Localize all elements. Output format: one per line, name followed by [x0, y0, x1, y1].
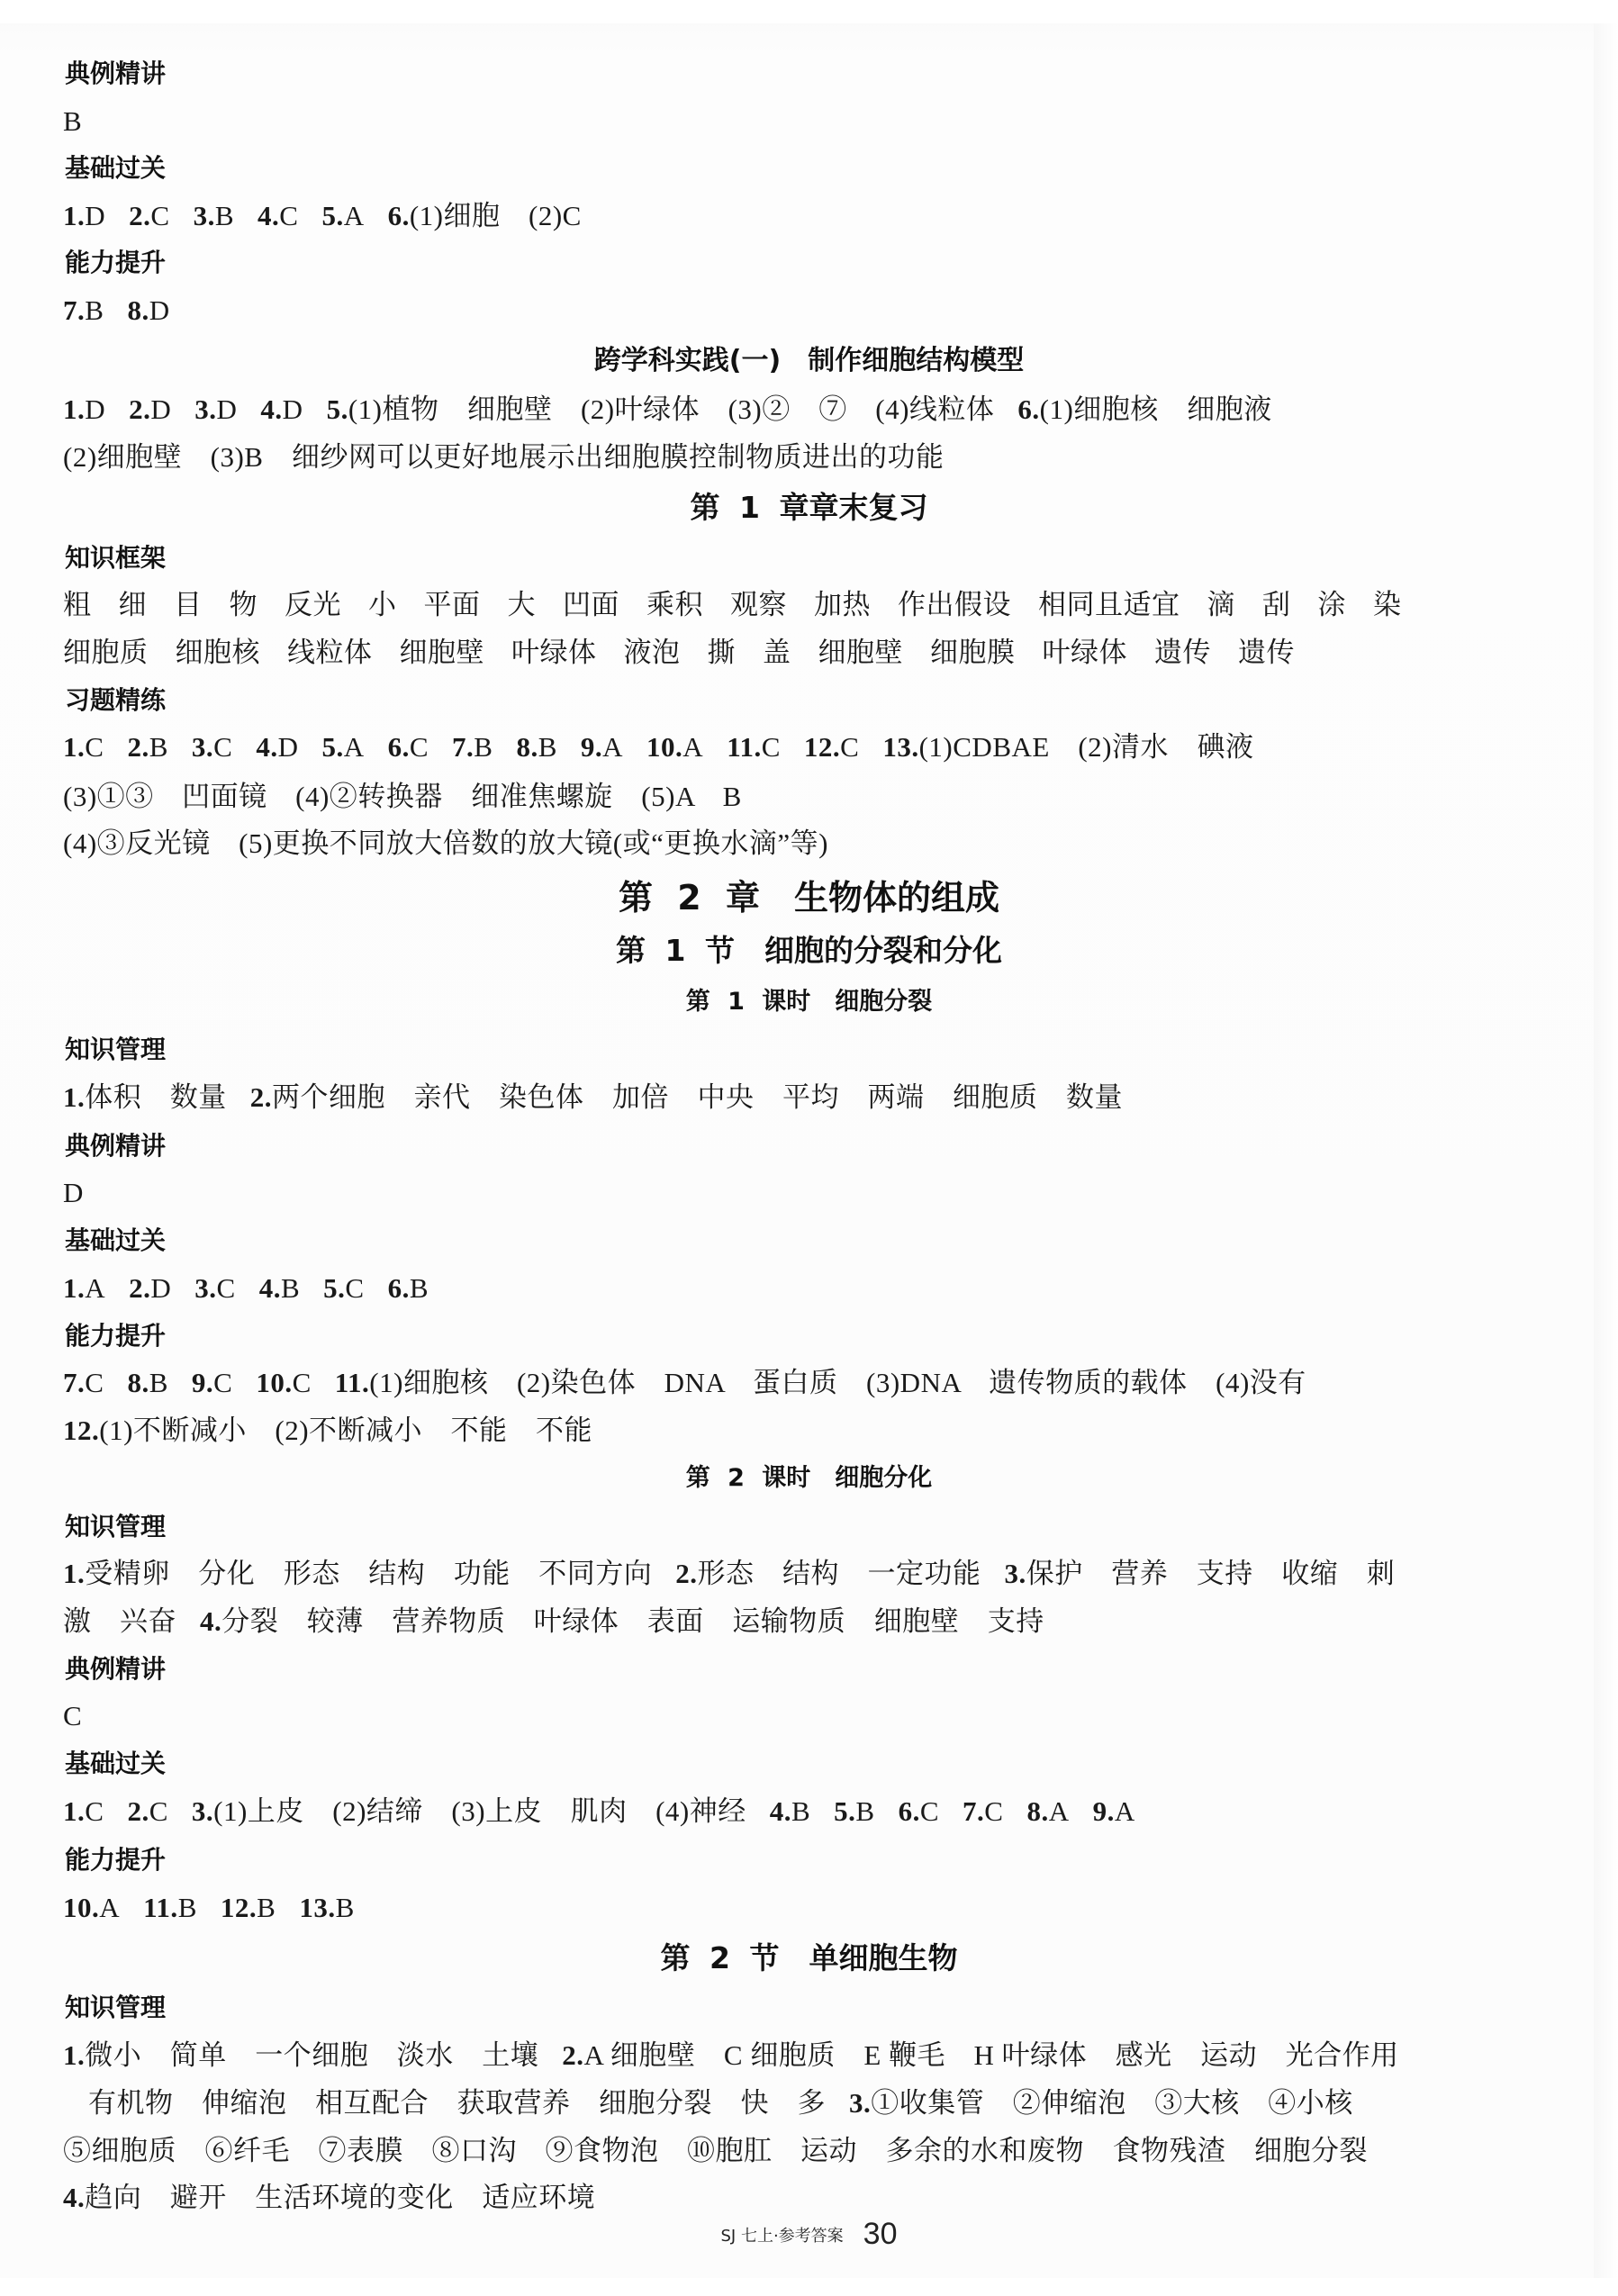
answer-item [834, 1794, 874, 1830]
answer-item [388, 1270, 429, 1306]
section-label-example: 典例精讲 [65, 1654, 167, 1684]
answer-text: B [149, 1367, 168, 1398]
answer-text: A 细胞壁 C 细胞质 E 鞭毛 H 叶绿体 感光 运动 光合作用 [583, 2039, 1399, 2071]
answer-line [63, 2180, 595, 2216]
answer-line [63, 1556, 1395, 1592]
answer-line [63, 2038, 1399, 2074]
answer-item [899, 1794, 939, 1830]
question-number: 6. [387, 731, 410, 763]
question-number: 5. [321, 200, 344, 231]
answer-text: D [150, 393, 172, 425]
framework-term: 观察 [730, 589, 787, 620]
answer-text: B [257, 1892, 276, 1923]
example-answer: B [63, 105, 83, 137]
question-number: 8. [127, 1367, 149, 1398]
question-number: 5. [323, 1272, 346, 1304]
answer-item [963, 1794, 1003, 1830]
answer-text: A [99, 1892, 121, 1923]
question-number: 2. [562, 2039, 584, 2071]
answer-line [63, 1365, 1306, 1401]
framework-term: 滴 [1207, 589, 1235, 620]
answer-item [63, 2038, 538, 2074]
question-number: 9. [191, 1367, 214, 1398]
answer-line-inline [849, 2087, 1353, 2119]
answer-item [194, 198, 234, 234]
answer-item [194, 1270, 235, 1306]
answer-text: (1)细胞 (2)C [409, 200, 582, 231]
question-number: 7. [63, 1367, 86, 1398]
question-number: 8. [1026, 1795, 1049, 1827]
question-number: 9. [580, 731, 603, 763]
question-number: 10. [256, 1367, 293, 1398]
question-number: 12. [220, 1892, 258, 1923]
answer-item [388, 198, 582, 234]
section-label-basic: 基础过关 [65, 1749, 167, 1778]
answer-text: 受精卵 分化 形态 结构 功能 不同方向 [85, 1558, 653, 1589]
question-number: 4. [260, 393, 283, 425]
question-number: 1. [63, 731, 86, 763]
answer-line [63, 1413, 592, 1449]
question-number: 3. [1004, 1558, 1026, 1589]
question-number: 3. [849, 2087, 872, 2119]
framework-term: 细胞核 [175, 637, 260, 668]
answer-text: A [85, 1272, 106, 1304]
answer-line [63, 198, 582, 234]
answer-item [516, 729, 556, 765]
answer-item [646, 729, 703, 765]
question-number: 5. [326, 393, 348, 425]
answer-text: D [150, 1272, 172, 1304]
question-number: 3. [194, 1272, 217, 1304]
answer-item [127, 1794, 167, 1830]
answer-item [127, 1365, 167, 1401]
answer-text: A [343, 731, 365, 763]
answer-item [63, 1365, 104, 1401]
answer-text: (1)细胞核 (2)染色体 DNA 蛋白质 (3)DNA 遗传物质的载体 (4)没有 [369, 1367, 1306, 1398]
answer-item [256, 1365, 311, 1401]
answer-text: C [149, 1795, 168, 1827]
question-number: 6. [898, 1795, 920, 1827]
answer-item [192, 1365, 232, 1401]
question-number: 4. [256, 731, 278, 763]
answer-item [1093, 1794, 1135, 1830]
answer-text: 激 兴奋 [63, 1605, 176, 1637]
answer-line [63, 1080, 1123, 1116]
answer-item [299, 1890, 354, 1926]
answer-item [452, 729, 493, 765]
question-number: 5. [321, 731, 344, 763]
answer-item [127, 293, 169, 329]
question-number: 1. [63, 1795, 86, 1827]
question-number: 10. [646, 731, 683, 763]
answer-item [63, 1556, 652, 1592]
framework-term: 加热 [814, 589, 871, 620]
question-number: 3. [193, 200, 215, 231]
framework-term: 大 [507, 589, 536, 620]
answer-line-inline [200, 1605, 1044, 1637]
question-number: 6. [387, 200, 410, 231]
answer-text: C [292, 1367, 312, 1398]
framework-term: 细胞壁 [818, 637, 903, 668]
question-number: 6. [1017, 393, 1040, 425]
answer-text: C [279, 200, 299, 231]
question-number: 7. [63, 294, 86, 326]
question-number: 2. [129, 393, 151, 425]
framework-term: 小 [368, 589, 397, 620]
question-number: 2. [675, 1558, 698, 1589]
answer-item [388, 729, 429, 765]
answer-text: C [984, 1795, 1004, 1827]
question-number: 2. [249, 1081, 272, 1113]
section-label-ability: 能力提升 [65, 248, 167, 277]
framework-term: 线粒体 [287, 637, 373, 668]
answer-text: C [213, 731, 233, 763]
question-number: 2. [127, 731, 149, 763]
question-number: 1. [63, 1272, 86, 1304]
answer-text: B [280, 1272, 301, 1304]
answer-item [250, 1080, 1123, 1116]
section-title: 第 2 节 单细胞生物 [660, 1940, 958, 1975]
answer-text: A [1048, 1795, 1070, 1827]
framework-term: 细胞质 [63, 637, 149, 668]
framework-term: 反光 [285, 589, 341, 620]
framework-term: 染 [1373, 589, 1402, 620]
answer-item [63, 392, 105, 428]
answer-text: D [149, 294, 170, 326]
answer-item [129, 198, 169, 234]
answer-item [882, 729, 1253, 765]
framework-term: 刮 [1262, 589, 1291, 620]
question-number: 1. [63, 2039, 86, 2071]
answer-item [200, 1604, 1044, 1640]
answer-text: B [85, 294, 104, 326]
question-number: 3. [191, 731, 214, 763]
answer-text: D [216, 393, 238, 425]
answer-text: B [791, 1795, 811, 1827]
framework-term: 细胞壁 [399, 637, 484, 668]
section-label-ability: 能力提升 [65, 1321, 167, 1351]
answer-text: C [216, 1272, 236, 1304]
answer-line: (4)③反光镜 (5)更换不同放大倍数的放大镜(或“更换水滴”等) [63, 827, 828, 859]
answer-text: D [277, 731, 299, 763]
section-label-knowledge: 知识管理 [65, 1035, 167, 1064]
answer-text: 体积 数量 [85, 1081, 227, 1113]
answer-line [63, 1270, 429, 1306]
answer-item [63, 1794, 104, 1830]
framework-term: 遗传 [1154, 637, 1211, 668]
answer-line: (2)细胞壁 (3)B 细纱网可以更好地展示出细胞膜控制物质进出的功能 [63, 441, 945, 473]
question-number: 13. [299, 1892, 336, 1923]
answer-item [321, 729, 364, 765]
question-number: 8. [516, 731, 538, 763]
answer-text: (1)不断减小 (2)不断减小 不能 不能 [99, 1415, 593, 1446]
answer-text: 保护 营养 支持 收缩 刺 [1026, 1558, 1396, 1589]
answer-item [63, 1080, 227, 1116]
answer-line [63, 729, 1253, 765]
question-number: 8. [127, 294, 149, 326]
answer-item [727, 729, 781, 765]
answer-text: B [177, 1892, 197, 1923]
answer-text: B [474, 731, 493, 763]
section-label-basic: 基础过关 [65, 153, 167, 183]
scan-bottom-margin [0, 2278, 1618, 2296]
answer-item [194, 392, 237, 428]
answer-item [770, 1794, 810, 1830]
page-number: 30 [863, 2217, 898, 2251]
answer-item [259, 1270, 300, 1306]
answer-text: D [85, 393, 106, 425]
answer-item [221, 1890, 276, 1926]
answer-item [192, 729, 232, 765]
answer-item [63, 2180, 595, 2216]
section-label-basic: 基础过关 [65, 1225, 167, 1255]
section-label-ability: 能力提升 [65, 1845, 167, 1875]
answer-item [127, 729, 167, 765]
question-number: 2. [129, 200, 151, 231]
answer-text: (1)细胞核 细胞液 [1039, 393, 1272, 425]
framework-term: 目 [174, 589, 203, 620]
answer-item [581, 729, 623, 765]
framework-term: 撕 [707, 637, 736, 668]
question-number: 6. [387, 1272, 410, 1304]
section-label-knowledge: 知识管理 [65, 1993, 167, 2022]
answer-item [63, 1890, 120, 1926]
lesson-title: 第 2 课时 细胞分化 [685, 1464, 933, 1492]
section-label-example: 典例精讲 [65, 59, 167, 88]
answer-item [327, 392, 995, 428]
answer-item [321, 198, 364, 234]
question-number: 11. [143, 1892, 178, 1923]
answer-text: C [840, 731, 860, 763]
chapter-title: 第 2 章 生物体的组成 [619, 878, 999, 917]
answer-line [88, 2085, 1353, 2121]
section-label-exercise: 习题精练 [65, 685, 167, 715]
framework-term: 液泡 [623, 637, 681, 668]
question-number: 1. [63, 200, 86, 231]
lesson-title: 第 1 课时 细胞分裂 [685, 988, 933, 1016]
answer-item [562, 2038, 1398, 2074]
section-label-knowledge: 知识管理 [65, 1512, 167, 1541]
answer-text: C [345, 1272, 365, 1304]
answer-item [1026, 1794, 1069, 1830]
answer-text: 有机物 伸缩泡 相互配合 获取营养 细胞分裂 快 多 [88, 2087, 826, 2119]
practice-title: 跨学科实践(一) 制作细胞结构模型 [593, 345, 1025, 376]
answer-line: ⑤细胞质 ⑥纤毛 ⑦表膜 ⑧口沟 ⑨食物泡 ⑩胞肛 运动 多余的水和废物 食物残渣 细胞分裂 [63, 2135, 1368, 2166]
answer-line [63, 293, 170, 329]
framework-term: 盖 [763, 637, 791, 668]
answer-item [129, 1270, 171, 1306]
answer-text: 趋向 避开 生活环境的变化 适应环境 [85, 2182, 596, 2213]
framework-term: 细 [118, 589, 147, 620]
answer-text: B [538, 731, 557, 763]
answer-item [335, 1365, 1306, 1401]
answer-item [143, 1890, 197, 1926]
answer-line [63, 779, 765, 815]
answer-text: B [409, 1272, 429, 1304]
framework-term: 相同且适宜 [1038, 589, 1180, 620]
answer-text: ①收集管 ②伸缩泡 ③大核 ④小核 [871, 2087, 1353, 2119]
section-label-framework: 知识框架 [65, 543, 167, 573]
framework-term: 涂 [1317, 589, 1346, 620]
example-answer: C [63, 1700, 83, 1731]
answer-text: A [1114, 1795, 1135, 1827]
framework-term: 粗 [63, 589, 92, 620]
question-number: 4. [258, 200, 280, 231]
question-number: 1. [63, 1558, 86, 1589]
answer-text: (1)上皮 (2)结缔 (3)上皮 肌肉 (4)神经 [213, 1795, 746, 1827]
answer-item [804, 729, 859, 765]
answer-item [323, 1270, 364, 1306]
answer-line [63, 1794, 1135, 1830]
answer-item [192, 1794, 746, 1830]
answer-item [63, 1413, 592, 1449]
scan-top-margin [0, 0, 1618, 23]
framework-term: 物 [229, 589, 258, 620]
question-number: 12. [63, 1415, 100, 1446]
answer-text: C [85, 1795, 104, 1827]
answer-text: (3)①③ 凹面镜 (4)②转换器 细准焦螺旋 (5)A B [63, 781, 742, 812]
answer-text: C [213, 1367, 233, 1398]
answer-item [675, 1556, 981, 1592]
question-number: 3. [194, 393, 217, 425]
question-number: 10. [63, 1892, 100, 1923]
example-answer: D [63, 1177, 84, 1208]
answer-item [258, 198, 298, 234]
answer-item [63, 198, 105, 234]
question-number: 2. [129, 1272, 151, 1304]
answer-item [256, 729, 298, 765]
question-number: 4. [769, 1795, 791, 1827]
answer-item [63, 1270, 105, 1306]
answer-text: C [85, 731, 104, 763]
answer-text: B [149, 731, 168, 763]
answer-text: (1)CDBAE (2)清水 碘液 [918, 731, 1254, 763]
answer-text: (1)植物 细胞壁 (2)叶绿体 (3)② ⑦ (4)线粒体 [348, 393, 995, 425]
page-footer [0, 2217, 1618, 2252]
framework-term: 叶绿体 [511, 637, 597, 668]
answer-line [63, 1890, 355, 1926]
answer-line [63, 392, 1272, 428]
answer-text: B [335, 1892, 355, 1923]
question-number: 4. [258, 1272, 281, 1304]
answer-item [129, 392, 171, 428]
question-number: 7. [963, 1795, 985, 1827]
question-number: 12. [803, 731, 841, 763]
answer-text: C [761, 731, 781, 763]
framework-term: 遗传 [1238, 637, 1295, 668]
question-number: 13. [882, 731, 919, 763]
answer-text: C [919, 1795, 940, 1827]
answer-text: A [343, 200, 365, 231]
question-number: 5. [834, 1795, 856, 1827]
answer-text: C [409, 731, 429, 763]
framework-term: 平面 [423, 589, 481, 620]
question-number: 11. [334, 1367, 370, 1398]
question-number: 7. [452, 731, 475, 763]
section-title: 第 1 节 细胞的分裂和分化 [616, 933, 1002, 968]
review-title: 第 1 章章末复习 [690, 490, 928, 525]
footer-book-label: SJ 七上·参考答案 [720, 2226, 844, 2246]
question-number: 4. [63, 2182, 86, 2213]
section-label-example: 典例精讲 [65, 1131, 167, 1161]
framework-term: 叶绿体 [1042, 637, 1127, 668]
answer-item [63, 729, 104, 765]
framework-line [63, 635, 1295, 671]
answer-text: C [85, 1367, 104, 1398]
question-number: 4. [200, 1605, 222, 1637]
question-number: 1. [63, 1081, 86, 1113]
answer-line [63, 1604, 1044, 1640]
framework-term: 作出假设 [898, 589, 1011, 620]
answer-text: 分裂 较薄 营养物质 叶绿体 表面 运输物质 细胞壁 支持 [221, 1605, 1044, 1637]
answer-item [63, 293, 104, 329]
framework-term: 细胞膜 [930, 637, 1016, 668]
answer-item [1005, 1556, 1396, 1592]
answer-text: B [214, 200, 235, 231]
answer-text: C [150, 200, 170, 231]
answer-text: 两个细胞 亲代 染色体 加倍 中央 平均 两端 细胞质 数量 [272, 1081, 1123, 1113]
question-number: 3. [191, 1795, 214, 1827]
framework-term: 乘积 [646, 589, 703, 620]
answer-text: D [85, 200, 106, 231]
answer-text: A [602, 731, 624, 763]
question-number: 2. [127, 1795, 149, 1827]
framework-term: 凹面 [563, 589, 619, 620]
answer-text: B [855, 1795, 875, 1827]
answer-item [1017, 392, 1271, 428]
question-number: 1. [63, 393, 86, 425]
question-number: 11. [727, 731, 762, 763]
answer-text: D [282, 393, 303, 425]
question-number: 9. [1092, 1795, 1115, 1827]
framework-line [63, 587, 1402, 623]
answer-item [260, 392, 303, 428]
answer-text: 形态 结构 一定功能 [697, 1558, 981, 1589]
answer-text: A [682, 731, 704, 763]
answer-item [849, 2085, 1353, 2121]
answer-text: 微小 简单 一个细胞 淡水 土壤 [85, 2039, 539, 2071]
